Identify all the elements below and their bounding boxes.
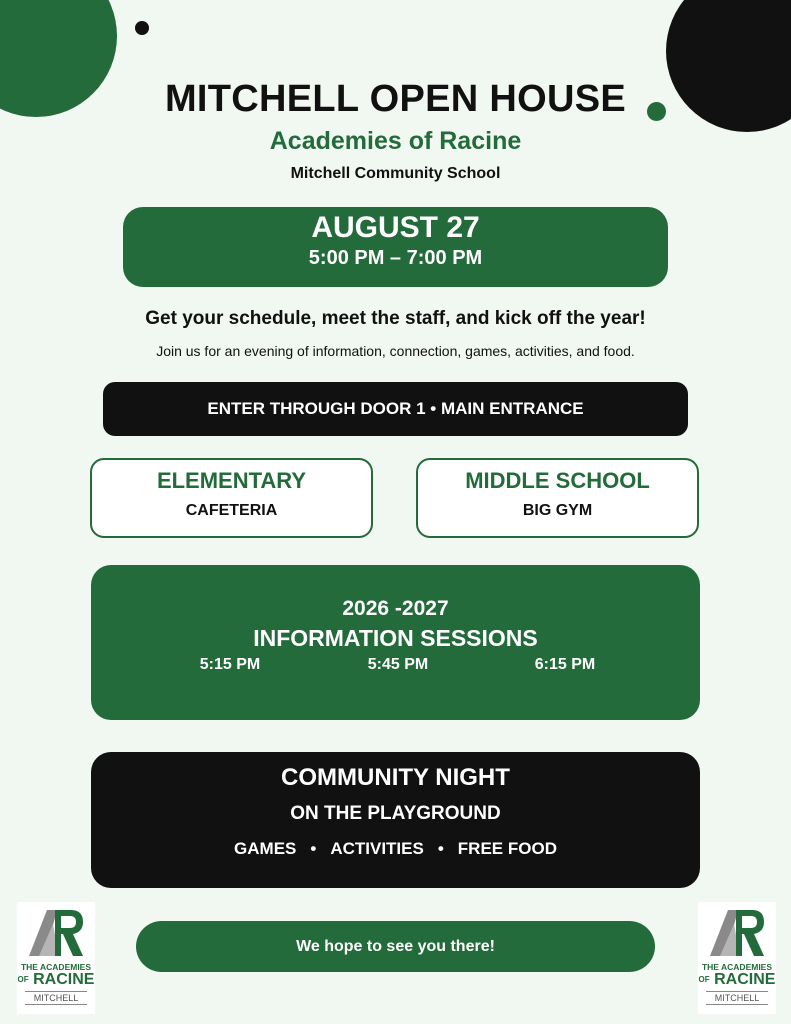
logo-school: MITCHELL bbox=[25, 991, 87, 1005]
closing-banner: We hope to see you there! bbox=[136, 921, 655, 972]
activity-item: FREE FOOD bbox=[457, 839, 557, 858]
ar-logo-mark-icon bbox=[25, 904, 87, 960]
sessions-years: 2026 -2027 bbox=[342, 597, 449, 620]
tagline: Get your schedule, meet the staff, and kick off the year! bbox=[145, 308, 646, 329]
bullet-separator: • bbox=[310, 839, 317, 858]
school-name: Mitchell Community School bbox=[290, 165, 501, 182]
community-night-box bbox=[91, 752, 700, 888]
logo-racine: OF RACINE bbox=[17, 971, 95, 989]
activity-item: GAMES bbox=[234, 839, 297, 858]
sessions-heading: INFORMATION SESSIONS bbox=[253, 625, 538, 651]
activity-item: ACTIVITIES bbox=[330, 839, 424, 858]
small-black-dot-decoration bbox=[135, 21, 149, 35]
session-time: 5:45 PM bbox=[367, 656, 429, 673]
location-group: ELEMENTARY bbox=[156, 468, 307, 493]
location-place: BIG GYM bbox=[522, 502, 593, 519]
logo-line-1: THE ACADEMIES bbox=[20, 962, 92, 972]
community-subtitle: ON THE PLAYGROUND bbox=[290, 803, 501, 824]
information-sessions-box bbox=[91, 565, 700, 720]
session-time: 5:15 PM bbox=[199, 656, 261, 673]
location-group: MIDDLE SCHOOL bbox=[465, 468, 650, 493]
location-card-elementary bbox=[90, 458, 373, 538]
location-place: CAFETERIA bbox=[185, 502, 278, 519]
entrance-banner: ENTER THROUGH DOOR 1 • MAIN ENTRANCE bbox=[103, 382, 688, 436]
invite-text: Join us for an evening of information, connection, games, activities, and food. bbox=[156, 343, 635, 359]
event-time: 5:00 PM – 7:00 PM bbox=[308, 247, 483, 269]
event-date: AUGUST 27 bbox=[311, 211, 480, 244]
logo-line-1: THE ACADEMIES bbox=[701, 962, 773, 972]
logo-racine: OF RACINE bbox=[698, 971, 776, 989]
logo-school: MITCHELL bbox=[706, 991, 768, 1005]
page-subtitle: Academies of Racine bbox=[269, 127, 522, 155]
academies-logo-right bbox=[698, 902, 776, 1014]
ar-logo-mark-icon bbox=[706, 904, 768, 960]
bullet-separator: • bbox=[437, 839, 444, 858]
date-banner bbox=[123, 207, 668, 287]
page-title: MITCHELL OPEN HOUSE bbox=[164, 78, 627, 120]
location-card-middle-school bbox=[416, 458, 699, 538]
community-activities bbox=[91, 839, 700, 859]
academies-logo-left bbox=[17, 902, 95, 1014]
community-title: COMMUNITY NIGHT bbox=[281, 764, 510, 791]
session-time: 6:15 PM bbox=[534, 656, 596, 673]
